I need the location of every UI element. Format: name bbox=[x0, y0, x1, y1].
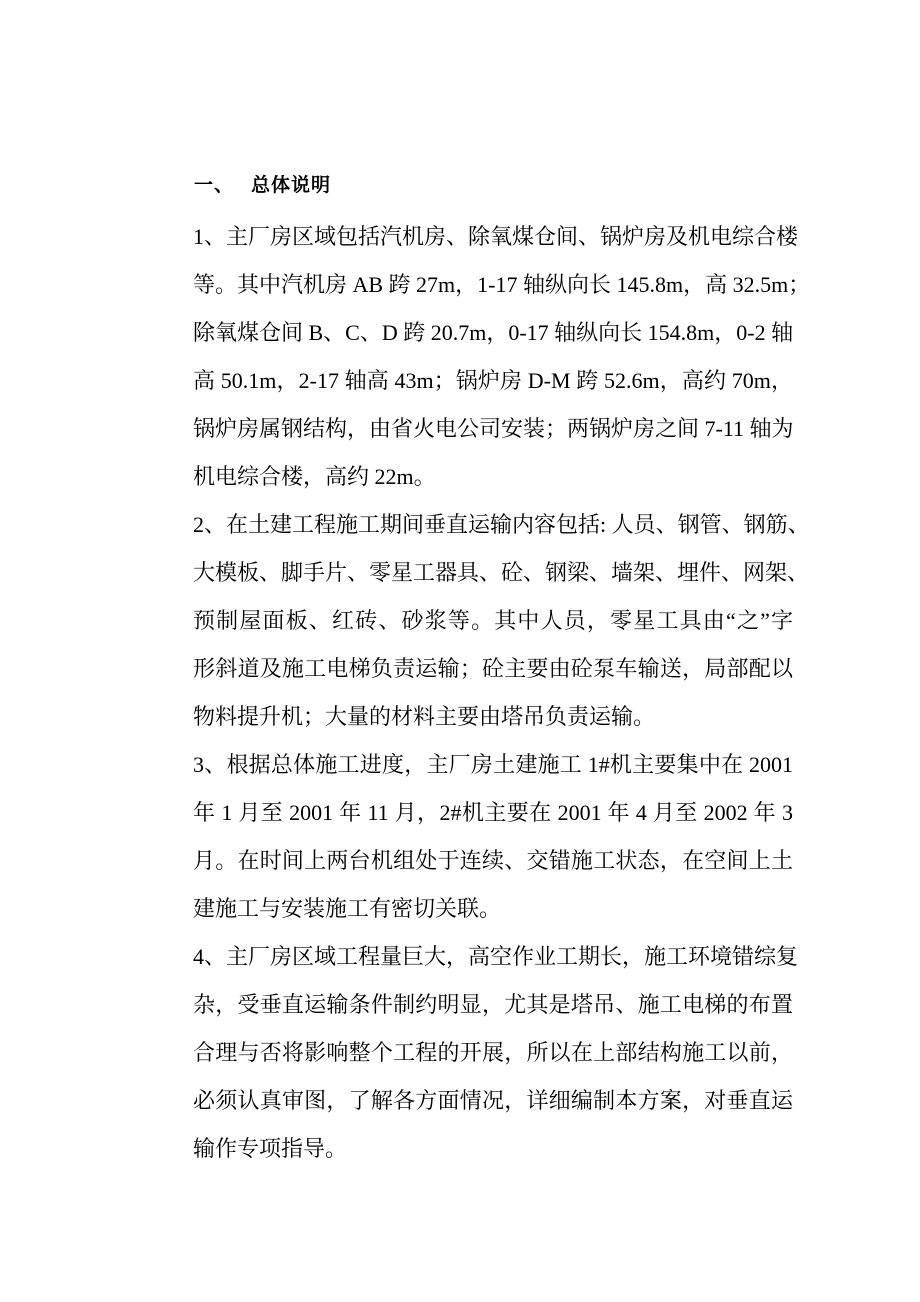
text-line: 锅炉房属钢结构，由省火电公司安装；两锅炉房之间 7-11 轴为 bbox=[193, 416, 794, 441]
text-line: 除氧煤仓间 B、C、D 跨 20.7m，0-17 轴纵向长 154.8m，0-2 轴 bbox=[193, 320, 794, 345]
text-line: 输作专项指导。 bbox=[193, 1136, 348, 1161]
text-line: 2、在土建工程施工期间垂直运输内容包括: 人员、钢管、钢筋、 bbox=[193, 512, 810, 537]
document-body bbox=[193, 213, 811, 1173]
paragraph-1 bbox=[193, 213, 811, 501]
text-line: 月。在时间上两台机组处于连续、交错施工状态，在空间上土 bbox=[193, 848, 793, 873]
text-line: 杂，受垂直运输条件制约明显，尤其是塔吊、施工电梯的布置 bbox=[193, 992, 793, 1017]
text-line: 等。其中汽机房 AB 跨 27m，1-17 轴纵向长 145.8m，高 32.5m； bbox=[193, 272, 811, 297]
text-line: 高 50.1m，2-17 轴高 43m；锅炉房 D-M 跨 52.6m，高约 70m， bbox=[193, 368, 793, 393]
paragraph-3 bbox=[193, 741, 793, 933]
text-line: 4、主厂房区域工程量巨大，高空作业工期长，施工环境错综复 bbox=[193, 944, 799, 969]
text-line: 形斜道及施工电梯负责运输；砼主要由砼泵车输送，局部配以 bbox=[193, 656, 793, 681]
text-line: 机电综合楼，高约 22m。 bbox=[193, 464, 436, 489]
text-line: 年 1 月至 2001 年 11 月，2#机主要在 2001 年 4 月至 2002 年 3 bbox=[193, 800, 793, 825]
text-line: 3、根据总体施工进度，主厂房土建施工 1#机主要集中在 2001 bbox=[193, 752, 793, 777]
text-line: 物料提升机；大量的材料主要由塔吊负责运输。 bbox=[193, 704, 656, 729]
section-title: 总体说明 bbox=[251, 174, 332, 196]
text-line: 建施工与安装施工有密切关联。 bbox=[193, 896, 502, 921]
paragraph-2 bbox=[193, 501, 810, 741]
text-line: 预制屋面板、红砖、砂浆等。其中人员，零星工具由“之”字 bbox=[193, 608, 793, 633]
text-line: 大模板、脚手片、零星工器具、砼、钢梁、墙架、埋件、网架、 bbox=[193, 560, 810, 585]
text-line: 1、主厂房区域包括汽机房、除氧煤仓间、锅炉房及机电综合楼 bbox=[193, 224, 799, 249]
text-line: 必须认真审图，了解各方面情况，详细编制本方案，对垂直运 bbox=[193, 1088, 793, 1113]
section-heading bbox=[194, 170, 331, 197]
text-line: 合理与否将影响整个工程的开展，所以在上部结构施工以前， bbox=[193, 1040, 793, 1065]
section-number: 一、 bbox=[194, 174, 235, 196]
paragraph-4 bbox=[193, 933, 799, 1173]
